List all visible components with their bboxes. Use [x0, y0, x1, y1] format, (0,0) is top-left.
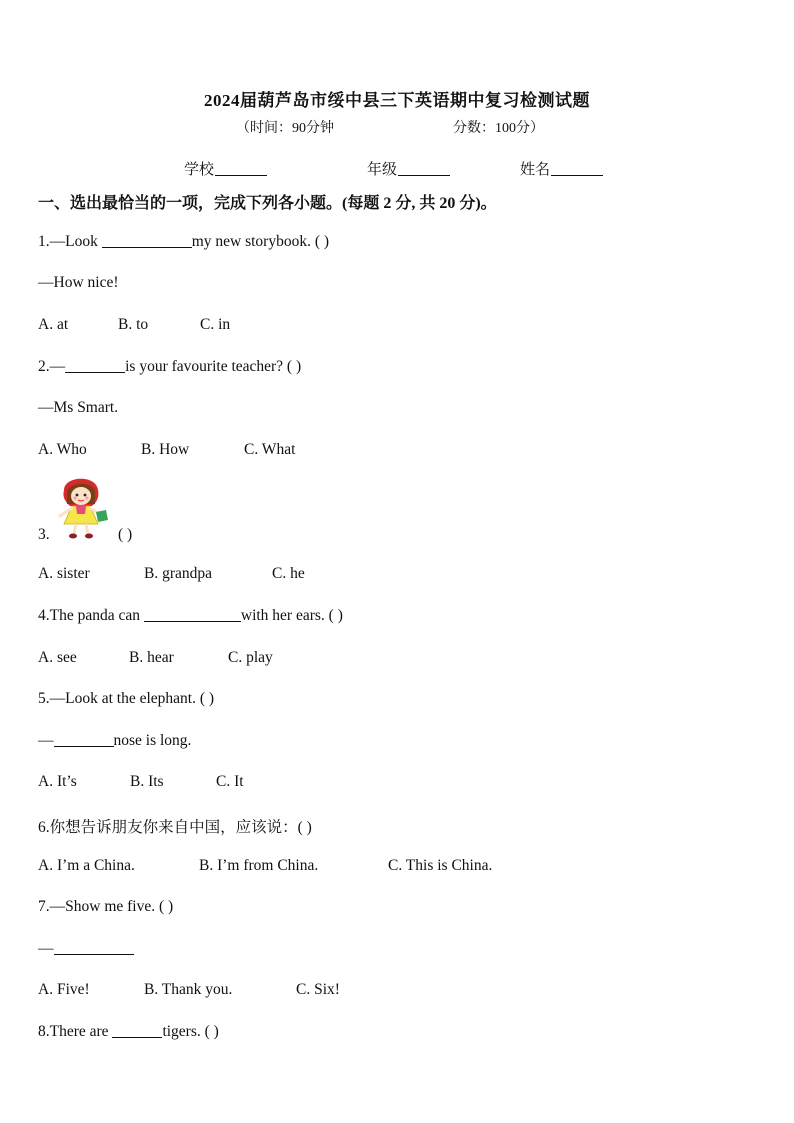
- q4-blank[interactable]: [144, 607, 241, 622]
- q1-stem-end: my new storybook. ( ): [191, 233, 330, 250]
- q6-options: [38, 857, 492, 875]
- total-score: 分数：100分）: [453, 121, 544, 136]
- q6-option-b[interactable]: B. I’m from China.: [199, 857, 319, 874]
- question-8: [38, 1023, 219, 1041]
- q4-option-a[interactable]: A. see: [38, 649, 77, 666]
- name-field[interactable]: [520, 158, 603, 179]
- q5-reply: [38, 732, 191, 750]
- q5-reply-start: —: [38, 732, 54, 749]
- q4-stem-start: 4.The panda can: [38, 607, 144, 624]
- time-limit: （时间：90分钟: [236, 121, 334, 136]
- q7-option-b[interactable]: B. Thank you.: [144, 981, 233, 998]
- page-title: 2024届葫芦岛市绥中县三下英语期中复习检测试题: [204, 91, 590, 110]
- q5-blank[interactable]: [54, 732, 114, 747]
- q1-option-b[interactable]: B. to: [118, 316, 149, 333]
- q3-options: [38, 565, 305, 583]
- q1-reply: —How nice!: [38, 274, 119, 291]
- q7-reply: [38, 940, 134, 958]
- name-label: 姓名: [520, 162, 551, 178]
- q7-option-a[interactable]: A. Five!: [38, 981, 90, 998]
- q4-options: [38, 649, 273, 667]
- q2-options: [38, 441, 295, 459]
- question-6: 6.你想告诉朋友你来自中国，应该说：( ): [38, 819, 312, 836]
- q4-stem-end: with her ears. ( ): [240, 607, 343, 624]
- grade-label: 年级: [367, 162, 398, 178]
- question-1: [38, 233, 329, 251]
- q1-blank[interactable]: [102, 233, 192, 248]
- q8-stem-start: 8.There are: [38, 1023, 113, 1040]
- q5-option-c[interactable]: C. It: [216, 773, 244, 790]
- q5-option-b[interactable]: B. Its: [130, 773, 164, 790]
- q7-blank[interactable]: [54, 940, 134, 955]
- q8-stem-end: tigers. ( ): [162, 1023, 219, 1040]
- school-blank[interactable]: [215, 161, 267, 176]
- q2-option-c[interactable]: C. What: [244, 441, 296, 458]
- q2-stem-start: 2.—: [38, 358, 66, 375]
- q2-blank[interactable]: [65, 358, 125, 373]
- q1-option-c[interactable]: C. in: [200, 316, 231, 333]
- question-2: [38, 358, 301, 376]
- q1-stem-start: 1.—Look: [38, 233, 102, 250]
- name-blank[interactable]: [551, 161, 603, 176]
- q3-option-a[interactable]: A. sister: [38, 565, 90, 582]
- q6-option-a[interactable]: A. I’m a China.: [38, 857, 135, 874]
- q7-options: [38, 981, 340, 999]
- question-4: [38, 607, 343, 625]
- q1-options: [38, 316, 230, 334]
- grade-blank[interactable]: [398, 161, 450, 176]
- q5-option-a[interactable]: A. It’s: [38, 773, 77, 790]
- q4-option-b[interactable]: B. hear: [129, 649, 174, 666]
- q2-stem-end: is your favourite teacher? ( ): [125, 358, 302, 375]
- question-7: 7.—Show me five. ( ): [38, 898, 174, 915]
- q3-number: 3.: [38, 526, 50, 543]
- q7-option-c[interactable]: C. Six!: [296, 981, 340, 998]
- question-3: [38, 526, 132, 544]
- q3-option-c[interactable]: C. he: [272, 565, 305, 582]
- q1-option-a[interactable]: A. at: [38, 316, 69, 333]
- q2-option-b[interactable]: B. How: [141, 441, 190, 458]
- q6-option-c[interactable]: C. This is China.: [388, 857, 493, 874]
- section-heading: 一、选出最恰当的一项，完成下列各小题。(每题 2 分, 共 20 分)。: [38, 195, 497, 212]
- q7-reply-dash: —: [38, 940, 54, 957]
- q2-option-a[interactable]: A. Who: [38, 441, 87, 458]
- grade-field[interactable]: [367, 158, 450, 179]
- q8-blank[interactable]: [112, 1023, 162, 1038]
- q3-option-b[interactable]: B. grandpa: [144, 565, 213, 582]
- school-label: 学校: [184, 162, 215, 178]
- q5-reply-end: nose is long.: [113, 732, 192, 749]
- school-field[interactable]: [184, 158, 267, 179]
- q4-option-c[interactable]: C. play: [228, 649, 273, 666]
- question-5: 5.—Look at the elephant. ( ): [38, 690, 215, 707]
- q2-reply: —Ms Smart.: [38, 399, 119, 416]
- q5-options: [38, 773, 244, 791]
- q3-paren: ( ): [118, 526, 133, 543]
